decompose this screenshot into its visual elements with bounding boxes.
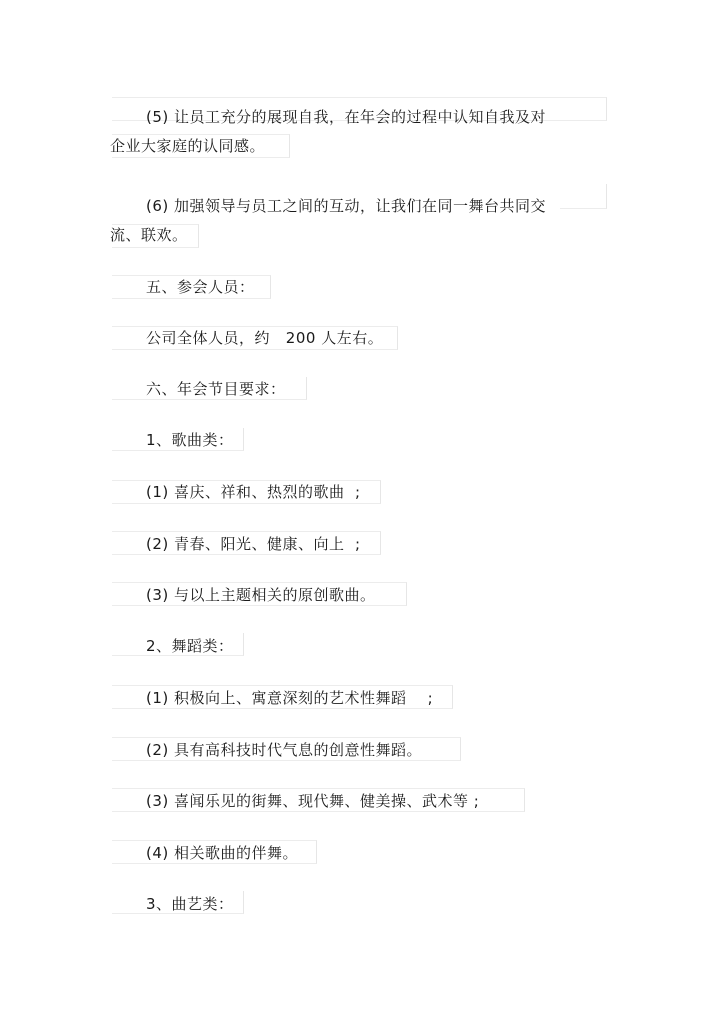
- dance-item-2: (2) 具有高科技时代气息的创意性舞蹈。: [146, 741, 423, 759]
- dance-item-3: (3) 喜闻乐见的街舞、现代舞、健美操、武术等 ;: [146, 792, 480, 810]
- songs-item-2: (2) 青春、阳光、健康、向上 ;: [146, 535, 361, 553]
- guide-box: [560, 184, 607, 209]
- songs-item-1: (1) 喜庆、祥和、热烈的歌曲 ;: [146, 483, 361, 501]
- attendees-text: 公司全体人员，约 200 人左右。: [146, 329, 384, 347]
- subsection-songs-heading: 1、歌曲类：: [146, 431, 234, 449]
- paragraph-6-line-2: 流、联欢。: [110, 226, 188, 244]
- section-6-heading: 六、年会节目要求：: [146, 380, 286, 398]
- subsection-quyi-heading: 3、曲艺类：: [146, 895, 234, 913]
- subsection-dance-heading: 2、舞蹈类：: [146, 637, 234, 655]
- dance-item-1: (1) 积极向上、寓意深刻的艺术性舞蹈 ;: [146, 689, 434, 707]
- section-5-heading: 五、参会人员：: [146, 278, 255, 296]
- songs-item-3: (3) 与以上主题相关的原创歌曲。: [146, 586, 376, 604]
- paragraph-6-line-1: (6) 加强领导与员工之间的互动，让我们在同一舞台共同交: [146, 197, 547, 215]
- dance-item-4: (4) 相关歌曲的伴舞。: [146, 844, 299, 862]
- paragraph-5-line-2: 企业大家庭的认同感。: [110, 137, 266, 155]
- paragraph-5-line-1: (5) 让员工充分的展现自我，在年会的过程中认知自我及对: [146, 108, 547, 126]
